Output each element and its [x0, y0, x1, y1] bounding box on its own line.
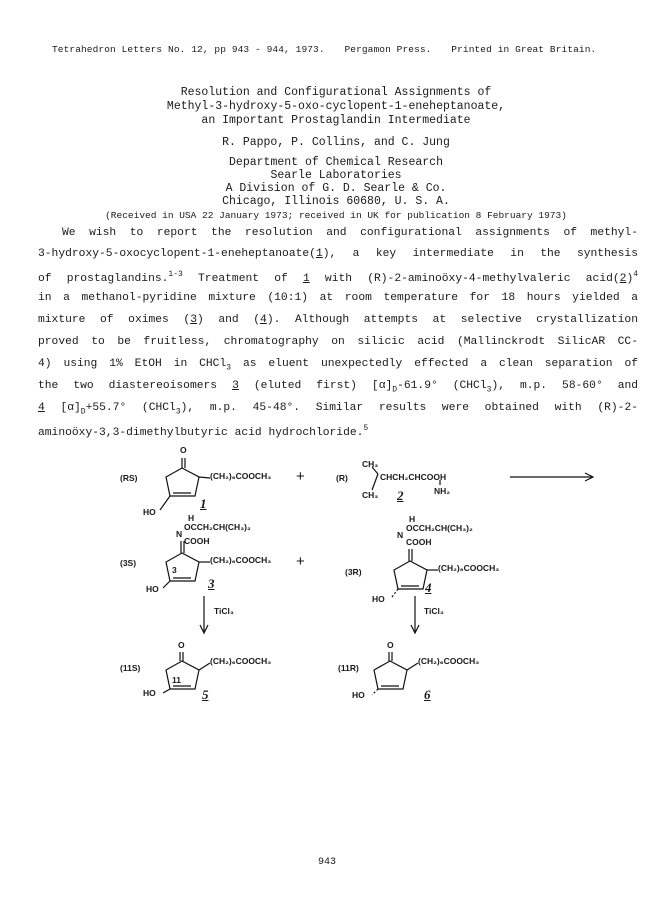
- compound-6-ring: [372, 652, 418, 695]
- affiliation-line-4: Chicago, Illinois 60680, U. S. A.: [222, 195, 450, 208]
- compound-3-chain: (CH₂)₆COOCH₃: [210, 555, 272, 565]
- authors: R. Pappo, P. Collins, and C. Jung: [222, 136, 450, 149]
- compound-5-oxo: O: [178, 640, 185, 650]
- printed-in: Printed in Great Britain.: [451, 44, 597, 55]
- reaction-arrow: [510, 473, 593, 481]
- compound-4-oxime-chain: OCCH₂CH(CH₃)₂: [406, 523, 473, 533]
- body-line-6: proved to be fruitless, chromatography on silicic acid (Mallinckrodt SilicAR CC-: [38, 336, 638, 348]
- compound-5-chain: (CH₂)₆COOCH₃: [210, 656, 272, 666]
- compound-2-amine: NH₂: [434, 486, 451, 496]
- received-dates: (Received in USA 22 January 1973; received in UK for publication 8 February 1973): [105, 210, 567, 221]
- compound-5-ring-locant: 11: [172, 675, 181, 685]
- body-line-7: 4) using 1% EtOH in CHCl$_3$ as eluent unexpectedly effected a clean separation of: [38, 358, 639, 373]
- compound-3-hydroxyl: HO: [146, 584, 159, 594]
- compound-1-oxo: O: [180, 445, 187, 455]
- compound-2-methyl-bottom: CH₃: [362, 490, 379, 500]
- compound-4-hydroxyl: HO: [372, 594, 385, 604]
- reagent-label-2: TiCl₃: [424, 606, 444, 616]
- journal-citation: Tetrahedron Letters No. 12, pp 943 - 944, 1973.: [52, 44, 325, 55]
- compound-4-carboxyl: COOH: [406, 537, 432, 547]
- body-line-8: the two diastereoisomers 3 (eluted first) $[\alpha]_D-61.9^\circ$ (CHCl$_3$), m.p. 58-60° and: [38, 380, 639, 395]
- body-line-5: mixture of oximes (3) and (4). Although attempts at selective crystallization: [38, 314, 638, 326]
- compound-2-number: 2: [397, 488, 404, 503]
- compound-5-number: 5: [202, 687, 209, 702]
- compound-5-hydroxyl: HO: [143, 688, 156, 698]
- compound-4-hydrogen: H: [409, 514, 416, 524]
- compound-3-ring: [163, 541, 210, 588]
- compound-3-nitrogen: N: [176, 529, 183, 539]
- compound-4-number: 4: [425, 580, 432, 595]
- down-arrow-1: [200, 596, 208, 633]
- compound-3-ring-locant: 3: [172, 565, 177, 575]
- compound-2-chain: CHCH₂CHCOOH: [380, 472, 447, 482]
- compound-3-hydrogen: H: [188, 513, 195, 523]
- publisher: Pergamon Press.: [344, 44, 432, 55]
- body-line-2: 3-hydroxy-5-oxocyclopent-1-eneheptanoate(1), a key intermediate in the synthesis: [38, 248, 638, 260]
- compound-6-config-label: (11R): [338, 663, 359, 673]
- down-arrow-2: [411, 596, 419, 633]
- compound-4-config-label: (3R): [345, 567, 362, 577]
- affiliation-line-1: Department of Chemical Research: [229, 156, 443, 169]
- compound-3-config-label: (3S): [120, 558, 137, 568]
- compound-3-oxime-chain: OCCH₂CH(CH₃)₂: [184, 522, 251, 532]
- compound-3-number: 3: [208, 576, 215, 591]
- title-line-2: Methyl-3-hydroxy-5-oxo-cyclopent-1-eneheptanoate,: [166, 100, 506, 113]
- compound-1-chain: (CH₂)₆COOCH₃: [210, 471, 272, 481]
- compound-2-config-label: (R): [336, 473, 348, 483]
- reagent-label-1: TiCl₃: [214, 606, 234, 616]
- title-line-1: Resolution and Configurational Assignments of: [180, 86, 492, 99]
- affiliation-line-3: A Division of G. D. Searle & Co.: [225, 182, 447, 195]
- plus-sign-2: +: [296, 553, 305, 570]
- body-line-4: in a methanol-pyridine mixture (10:1) at room temperature for 18 hours yielded a: [38, 292, 638, 304]
- compound-2-methyl-top: CH₃: [362, 459, 379, 469]
- compound-4-nitrogen: N: [397, 530, 404, 540]
- affiliation-line-2: Searle Laboratories: [270, 169, 402, 182]
- body-line-10: aminoöxy-3,3-dimethylbutyric acid hydrochloride.$^5$: [38, 424, 369, 439]
- compound-1-number: 1: [200, 496, 207, 511]
- body-line-3: of prostaglandins.$^{1-3}$ Treatment of 1 with (R)-2-aminoöxy-4-methylvaleric $acid(2)^4$: [38, 270, 639, 285]
- compound-6-oxo: O: [387, 640, 394, 650]
- compound-3-carboxyl: COOH: [184, 536, 210, 546]
- compound-6-hydroxyl: HO: [352, 690, 365, 700]
- compound-6-chain: (CH₂)₆COOCH₃: [418, 656, 480, 666]
- plus-sign-1: +: [296, 468, 305, 485]
- body-line-1: We wish to report the resolution and configurational assignments of methyl-: [62, 227, 638, 239]
- compound-1-hydroxyl: HO: [143, 507, 156, 517]
- compound-1-config-label: (RS): [120, 473, 138, 483]
- compound-6-number: 6: [424, 687, 431, 702]
- compound-4-chain: (CH₂)₆COOCH₃: [438, 563, 500, 573]
- compound-5-config-label: (11S): [120, 663, 141, 673]
- title-line-3: an Important Prostaglandin Intermediate: [201, 114, 471, 127]
- body-line-9: 4 $[\alpha]_D+55.7^\circ$ (CHCl$_3$), m.p. 45-48°. Similar results were obtained with (R)-2-: [38, 402, 639, 417]
- page-number: 943: [318, 857, 337, 868]
